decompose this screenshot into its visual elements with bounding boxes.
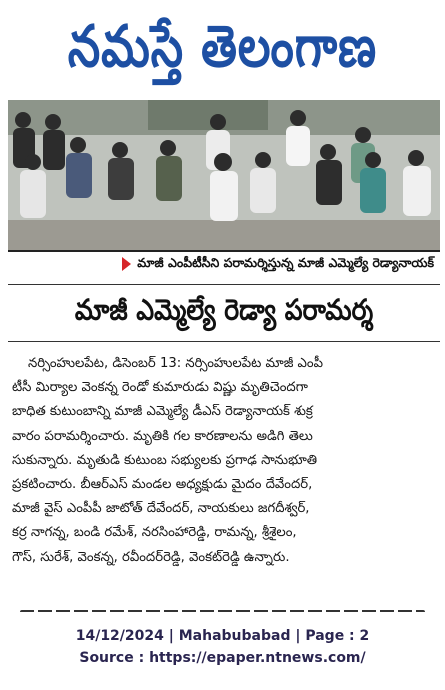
edition-info: 14/12/2024 | Mahabubabad | Page : 2 bbox=[75, 628, 370, 644]
source-link[interactable]: Source : https://epaper.ntnews.com/ bbox=[79, 650, 366, 666]
article-line: గౌస్, సురేశ్, వెంకన్న, రవీందర్‌రెడ్డి, వెంకట్‌రెడ్డి ఉన్నారు. bbox=[12, 549, 290, 565]
news-photo-image bbox=[8, 100, 440, 250]
article-line: ప్రకటించారు. బీఆర్ఎస్ మండల అధ్యక్షుడు మైదం దేవేందర్, bbox=[12, 477, 313, 493]
article-headline: మాజీ ఎమ్మెల్యే రెడ్యా పరామర్శ bbox=[74, 293, 374, 327]
divider bbox=[8, 284, 440, 285]
page-footer bbox=[0, 612, 445, 690]
divider bbox=[8, 341, 440, 342]
news-photo bbox=[8, 100, 440, 250]
article-line: సుకున్నారు. మృతుడి కుటుంబ సభ్యులకు ప్రగాఢ సానుభూతి bbox=[12, 452, 318, 468]
article-line: బాధిత కుటుంబాన్ని మాజీ ఎమ్మెల్యే డీఎస్ రెడ్యానాయక్ శుక్ర bbox=[12, 404, 313, 420]
photo-caption-bar bbox=[8, 250, 440, 276]
article-body bbox=[12, 352, 438, 570]
masthead-title: నమస్తే తెలంగాణ bbox=[67, 12, 378, 80]
article-line: వారం పరామర్శించారు. మృతికి గల కారణాలను అడిగి తెలు bbox=[12, 428, 313, 444]
article-headline-block bbox=[8, 291, 440, 337]
caption-marker-icon bbox=[122, 257, 131, 271]
photo-caption: మాజీ ఎంపీటీసీని పరామర్శిస్తున్న మాజీ ఎమ్మెల్యే రెడ్యానాయక్ bbox=[137, 254, 434, 270]
article-line: నర్సింహులపేట, డిసెంబర్ 13: నర్సింహులపేట మాజీ ఎంపీ bbox=[28, 356, 323, 371]
newspaper-masthead bbox=[0, 0, 445, 92]
article-line: మాజీ వైస్ ఎంపీపీ జాటోత్ దేవేందర్, నాయకులు జగదీశ్వర్, bbox=[12, 501, 310, 517]
article-line: టీసీ మిర్యాల వెంకన్న రెండో కుమారుడు విష్ణు మృతిచెందగా bbox=[12, 380, 308, 396]
article-line: కర్ర నాగన్న, బండి రమేశ్, నరసింహారెడ్డి, రామన్న, శ్రీశైలం, bbox=[12, 525, 297, 541]
